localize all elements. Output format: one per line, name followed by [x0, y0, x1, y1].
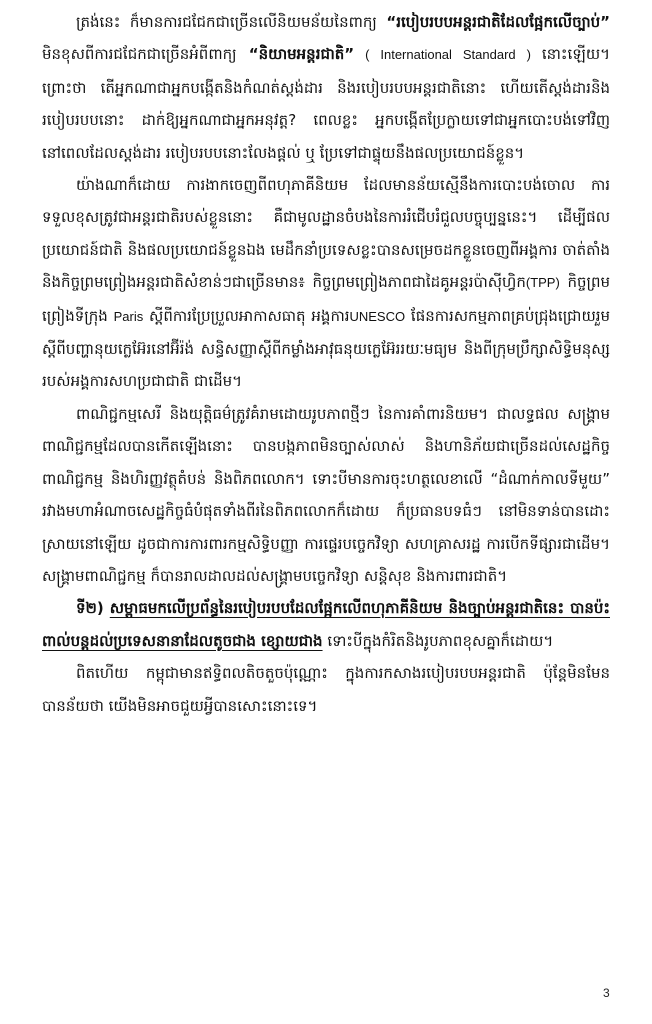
p2-text-c: ស្តីពីការប្រែប្រួលអាកាសធាតុ អង្គការ: [143, 306, 350, 325]
paragraph-1: [42, 6, 610, 169]
p4-text: ទោះបីក្នុងកំរិតនិងរូបភាពខុសគ្នាក៏ដោយ។: [322, 631, 554, 650]
p2-unesco: UNESCO: [349, 308, 406, 324]
section-number: ទី២): [76, 599, 110, 618]
p1-text-c: នោះឡើយ។ ព្រោះថា តើអ្នកណាជាអ្នកបង្កើតនិងកំណត់ស្តង់ដារ និងរបៀបរបបអន្តរជាតិនោះ ហើយតើស្តង់ដារនិងរបៀបរបបនោះ ដាក់ឱ្យអ្នកណាជាអ្នកអនុវត្ត? ពេលខ្លះ អ្នកបង្កើតប្រែក្លាយទៅជាអ្នកបោះបង់ទៅវិញ នៅពេលដែលស្តង់ដារ របៀបរបបនោះលែងផ្តល់ ឬ ប្រែទៅជាផ្ទុយនឹងផលប្រយោជន៍ខ្លួន។: [42, 45, 611, 162]
p1-text-b: មិនខុសពីការជជែកជាច្រើនអំពីពាក្យ: [42, 45, 249, 64]
paragraph-5: ពិតហើយ កម្ពុជាមានឥទ្ធិពលតិចតួចប៉ុណ្ណោះ ក្នុងការកសាងរបៀបរបបអន្តរជាតិ ប៉ុន្តែមិនមែនបានន័យថា យើងមិនអាចជួយអ្វីបានសោះនោះទេ។: [42, 664, 610, 715]
section-heading: សម្ពាធមកលើប្រព័ន្ធនៃរបៀបរបបដែលផ្អែកលើពហុភាគីនិយម និងច្បាប់អន្តរជាតិនេះ បានប៉ះពាល់បន្តដល់ប្រទេសនានាដែលតូចជាង ខ្សោយជាង: [42, 599, 610, 650]
paragraph-4: [42, 592, 610, 657]
term-international-standard: “និយាមអន្តរជាតិ”: [248, 45, 355, 64]
term-rules-based-order: “របៀបរបបអន្តរជាតិដែលផ្អែកលើច្បាប់”: [386, 13, 610, 31]
p2-paris: Paris: [113, 308, 144, 324]
paragraph-3: ពាណិជ្ជកម្មសេរី និងយុត្តិធម៌ត្រូវគំរាមដោយរូបភាពថ្មីៗ នៃការគាំពារនិយម។ ជាលទ្ធផល សង្គ្រាមពាណិជ្ជកម្មដែលបានកើតឡើងនោះ បានបង្កភាពមិនច្បាស់លាស់ និងហានិភ័យជាច្រើនដល់សេដ្ឋកិច្ច ពាណិជ្ជកម្ម និងហិរញ្ញវត្ថុតំបន់ និងពិភពលោក។ ទោះបីមានការចុះហត្ថលេខាលើ “ដំណាក់កាលទីមួយ” រវាងមហាអំណាចសេដ្ឋកិច្ចធំបំផុតទាំងពីរនៃពិភពលោកក៏ដោយ ក៏ប្រធានបទធំៗ នៅមិនទាន់បានដោះស្រាយនៅឡើយ ដូចជាការការពារកម្មសិទ្ធិបញ្ញា ការផ្ទេរបច្ចេកវិទ្យា សហគ្រាសរដ្ឋ ការបើកទីផ្សារជាដើម។ សង្គ្រាមពាណិជ្ជកម្ម ក៏បានរាលដាលដល់សង្គ្រាមបច្ចេកវិទ្យា សន្តិសុខ និងការពារជាតិ។: [42, 404, 610, 585]
page-number: 3: [603, 986, 610, 1000]
p2-text-b: កិច្ចព្រមព្រៀងទីក្រុង: [42, 273, 610, 325]
document-page: [42, 6, 610, 722]
p1-english-term: ( International Standard ): [354, 47, 542, 63]
p2-text-a: យ៉ាងណាក៏ដោយ ការងាកចេញពីពហុភាគីនិយម ដែលមានន័យស្មើនឹងការបោះបង់ចោល ការទទួលខុសត្រូវជាអន្តរជាតិរបស់ខ្លួននោះ គឺជាមូលដ្ឋានចំបងនៃការរំជើបរំជួលបច្ចុប្បន្ននេះ។ ដើម្បីផលប្រយោជន៍ជាតិ និងផលប្រយោជន៍ខ្លួនឯង មេដឹកនាំប្រទេសខ្លះបានសម្រេចដកខ្លួនចេញពីអង្គការ ចាត់តាំង និងកិច្ចព្រមព្រៀងអន្តរជាតិសំខាន់ៗជាច្រើនមាន៖ កិច្ចព្រមព្រៀងភាពជាដៃគូអន្តរប៉ាស៊ីហ្វិក: [42, 176, 610, 292]
p1-text-a: ត្រង់នេះ ក៏មានការជជែកជាច្រើនលើនិយមន័យនៃពាក្យ: [76, 13, 387, 31]
p2-text-d: ផែនការសកម្មភាពគ្រប់ជ្រុងជ្រោយរួមស្តីពីបញ្ហានុយក្លេអ៊ែរនៅអ៊ីរ៉ង់ សន្ធិសញ្ញាស្តីពីកម្លាំងអាវុធនុយក្លេអ៊ែររយៈមធ្យម និងពីក្រុមប្រឹក្សាសិទ្ធិមនុស្សរបស់អង្គការសហប្រជាជាតិ ជាដើម។: [42, 306, 611, 391]
paragraph-2: [42, 169, 610, 398]
p2-tpp: (TPP): [525, 275, 560, 291]
